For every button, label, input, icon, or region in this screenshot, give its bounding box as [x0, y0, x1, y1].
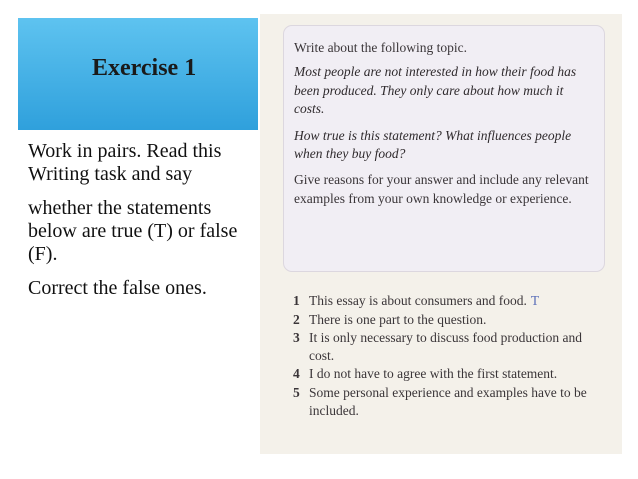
list-item — [293, 365, 609, 383]
slide-title: Exercise 1 — [92, 55, 197, 81]
task-question: How true is this statement? What influences people when they buy food? — [294, 127, 572, 162]
list-item — [293, 329, 609, 364]
statement-number: 5 — [293, 384, 300, 400]
statement-number: 3 — [293, 330, 300, 346]
statement-number: 1 — [293, 293, 300, 308]
statement-list — [293, 292, 609, 420]
list-item — [293, 292, 609, 310]
task-intro: Write about the following topic. — [294, 40, 468, 55]
task-guidance: Give reasons for your answer and include any relevant examples from your own knowledge or experience. — [294, 172, 589, 206]
writing-task-card — [283, 25, 605, 272]
statement-text: There is one part to the question. — [309, 311, 487, 327]
instruction-line: whether the statements below are true (T) or false (F). — [28, 197, 238, 265]
task-statement: Most people are not interested in how their food has been produced. They only care about how much it costs. — [294, 64, 577, 117]
statement-text: I do not have to agree with the first statement. — [309, 366, 558, 382]
answer-mark: T — [530, 293, 540, 308]
statement-text: Some personal experience and examples have to be included. — [309, 384, 587, 418]
instructions — [28, 140, 260, 311]
list-item — [293, 384, 609, 419]
list-item — [293, 311, 609, 329]
statement-number: 4 — [293, 366, 300, 382]
instruction-line: Correct the false ones. — [28, 277, 207, 299]
statement-text: This essay is about consumers and food. — [309, 293, 527, 308]
instruction-line: Work in pairs. Read this Writing task and say — [28, 140, 222, 185]
statement-text: It is only necessary to discuss food production and cost. — [309, 330, 582, 363]
statement-number: 2 — [293, 311, 300, 327]
